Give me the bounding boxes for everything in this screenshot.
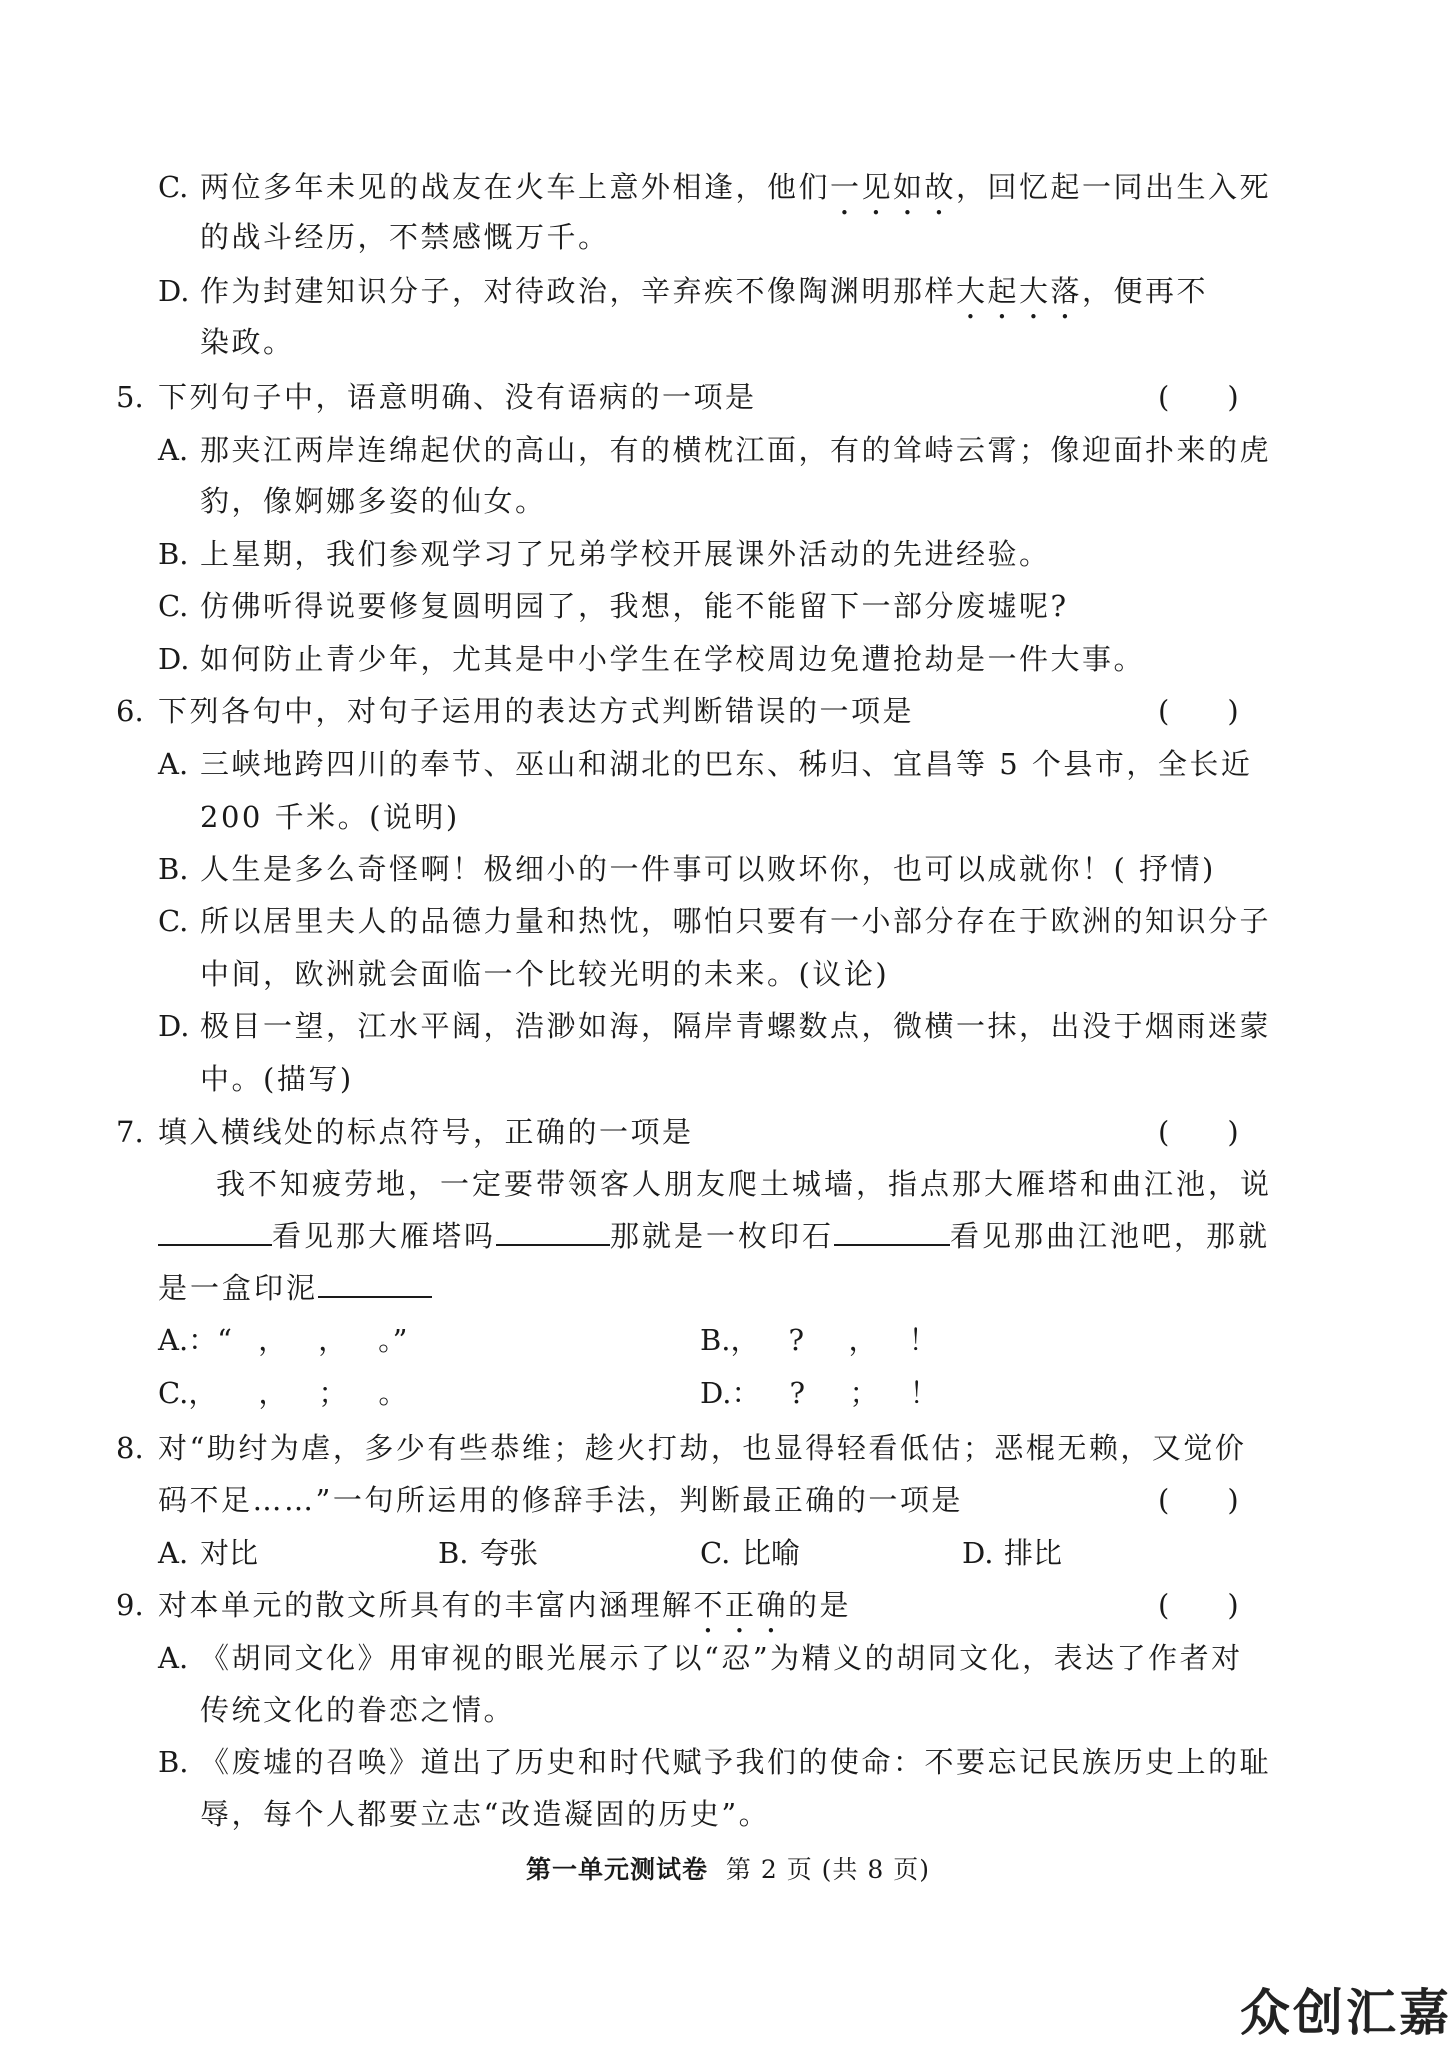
passage-text: 看见那曲江池吧，那就 — [950, 1219, 1271, 1253]
option-label: A. — [158, 1641, 189, 1675]
option-label: D. — [158, 642, 190, 676]
q6-option-c-line2: 中间，欧洲就会面临一个比较光明的未来。(议论) — [200, 957, 890, 991]
q8-option-b — [438, 1533, 538, 1573]
q4-option-d-line2: 染政。 — [200, 325, 295, 359]
page-number: 第 2 页 (共 8 页) — [725, 1855, 930, 1884]
q4-option-d — [158, 271, 1208, 311]
question-text: 下列各句中，对句子运用的表达方式判断错误的一项是 — [158, 694, 915, 728]
option-text: 人生是多么奇怪啊！极细小的一件事可以败坏你，也可以成就你！( 抒情) — [200, 852, 1216, 886]
punct-mark: ， — [318, 1323, 348, 1357]
option-text: 所以居里夫人的品德力量和热忱，哪怕只要有一小部分存在于欧洲的知识分子 — [200, 904, 1272, 938]
q8-option-c — [700, 1533, 800, 1573]
watermark-logo: 众创汇嘉 — [1240, 1984, 1452, 2042]
q9-option-b-line2: 辱，每个人都要立志“改造凝固的历史”。 — [200, 1797, 771, 1831]
question-text: 对本单元的散文所具有的丰富内涵理解 — [158, 1588, 694, 1622]
emphasized-text: 不正确 — [693, 1588, 789, 1622]
q8-stem-line2: 码不足……”一句所运用的修辞手法，判断最正确的一项是 — [158, 1483, 963, 1517]
q5-answer-bracket[interactable]: ( ) — [1158, 380, 1239, 414]
q6-option-c — [158, 901, 1271, 941]
q7-option-c — [158, 1373, 438, 1413]
option-label: D. — [962, 1536, 994, 1570]
q8-option-a — [158, 1533, 258, 1573]
punct-mark: ， — [848, 1323, 878, 1357]
question-number: 5. — [116, 380, 144, 414]
punct-mark: ， — [188, 1376, 218, 1410]
option-label: B. — [158, 537, 189, 571]
option-label: B. — [700, 1323, 731, 1357]
q7-option-d — [700, 1373, 969, 1413]
option-label: A. — [158, 1323, 189, 1357]
option-label: D. — [158, 274, 190, 308]
option-text: 两位多年未见的战友在火车上意外相逢，他们 — [200, 170, 831, 204]
footer-title: 第一单元测试卷 — [526, 1855, 709, 1884]
passage-text: 那就是一枚印石 — [610, 1219, 835, 1253]
q7-option-a — [158, 1320, 438, 1360]
option-label: D. — [700, 1376, 732, 1410]
option-label: C. — [158, 1376, 189, 1410]
blank-1[interactable] — [158, 1216, 272, 1246]
blank-3[interactable] — [834, 1216, 950, 1246]
q7-passage-line3 — [158, 1268, 432, 1308]
option-label: B. — [158, 852, 189, 886]
option-text: 那夹江两岸连绵起伏的高山，有的横枕江面，有的耸峙云霄；像迎面扑来的虎 — [200, 433, 1272, 467]
option-text: 极目一望，江水平阔，浩渺如海，隔岸青螺数点，微横一抹，出没于烟雨迷蒙 — [200, 1009, 1272, 1043]
q8-stem — [116, 1428, 1246, 1468]
q4-option-c-line2: 的战斗经历，不禁感慨万千。 — [200, 220, 610, 254]
q6-option-d-line2: 中。(描写) — [200, 1062, 354, 1096]
option-text: 作为封建知识分子，对待政治，辛弃疾不像陶渊明那样 — [200, 274, 957, 308]
option-label: B. — [158, 1745, 189, 1779]
option-text: 排比 — [1004, 1536, 1063, 1570]
punct-mark: ：“ — [188, 1323, 232, 1357]
q5-option-c — [158, 586, 1069, 626]
q5-option-a-line2: 豹，像婀娜多姿的仙女。 — [200, 484, 547, 518]
option-label: A. — [158, 1536, 189, 1570]
punct-mark: ； — [318, 1376, 348, 1410]
passage-text: 是一盒印泥 — [158, 1271, 319, 1305]
option-text: 《胡同文化》用审视的眼光展示了以“忍”为精义的胡同文化，表达了作者对 — [200, 1641, 1243, 1675]
blank-4[interactable] — [318, 1268, 432, 1298]
option-label: D. — [158, 1009, 190, 1043]
option-text: 上星期，我们参观学习了兄弟学校开展课外活动的先进经验。 — [200, 537, 1051, 571]
option-text: 夸张 — [480, 1536, 539, 1570]
punct-mark: ? — [789, 1376, 805, 1410]
question-text: 下列句子中，语意明确、没有语病的一项是 — [158, 380, 757, 414]
punct-mark: ， — [730, 1323, 760, 1357]
question-number: 8. — [116, 1431, 144, 1465]
q6-option-a-line2: 200 千米。(说明) — [200, 800, 460, 834]
q6-answer-bracket[interactable]: ( ) — [1158, 694, 1239, 728]
q9-option-b — [158, 1742, 1271, 1782]
q6-option-d — [158, 1006, 1271, 1046]
option-label: B. — [438, 1536, 469, 1570]
punct-mark: ！ — [908, 1323, 938, 1357]
q8-option-d — [962, 1533, 1062, 1573]
q9-option-a-line2: 传统文化的眷恋之情。 — [200, 1693, 516, 1727]
option-text: 《废墟的召唤》道出了历史和时代赋予我们的使命：不要忘记民族历史上的耻 — [200, 1745, 1272, 1779]
q7-stem — [116, 1112, 694, 1152]
q7-passage-line1: 我不知疲劳地，一定要带领客人朋友爬土城墙，指点那大雁塔和曲江池，说 — [216, 1167, 1273, 1201]
q9-option-a — [158, 1638, 1243, 1678]
q5-option-a — [158, 430, 1271, 470]
q5-option-d — [158, 639, 1145, 679]
q9-answer-bracket[interactable]: ( ) — [1158, 1588, 1239, 1622]
q7-option-b — [700, 1320, 969, 1360]
q9-stem — [116, 1585, 851, 1625]
option-label: A. — [158, 747, 189, 781]
q7-passage-line2 — [158, 1216, 1270, 1256]
option-text: ，便再不 — [1082, 274, 1209, 308]
punct-mark: ， — [258, 1323, 288, 1357]
q5-option-b — [158, 534, 1051, 574]
punct-mark: ? — [788, 1323, 805, 1357]
option-label: A. — [158, 433, 189, 467]
option-text: 如何防止青少年，尤其是中小学生在学校周边免遭抢劫是一件大事。 — [200, 642, 1146, 676]
punct-mark: ！ — [909, 1376, 939, 1410]
option-label: C. — [700, 1536, 731, 1570]
q6-option-a — [158, 744, 1252, 784]
option-label: C. — [158, 904, 189, 938]
question-number: 9. — [116, 1588, 144, 1622]
option-label: C. — [158, 170, 189, 204]
question-text: 的是 — [788, 1588, 852, 1622]
punct-mark: ； — [849, 1376, 879, 1410]
punct-mark: 。 — [378, 1376, 408, 1410]
option-text: 比喻 — [742, 1536, 801, 1570]
q6-option-b — [158, 849, 1216, 889]
option-text: 对比 — [200, 1536, 259, 1570]
q8-answer-bracket[interactable]: ( ) — [1158, 1483, 1239, 1517]
option-label: C. — [158, 589, 189, 623]
q5-stem — [116, 377, 757, 417]
punct-mark: ： — [731, 1376, 761, 1410]
q7-answer-bracket[interactable]: ( ) — [1158, 1115, 1239, 1149]
punct-mark: 。” — [378, 1323, 408, 1357]
page-footer — [0, 1850, 1456, 1886]
option-text: 仿佛听得说要修复圆明园了，我想，能不能留下一部分废墟呢? — [200, 589, 1069, 623]
emphasized-text: 一见如故 — [830, 170, 957, 204]
q6-stem — [116, 691, 914, 731]
question-text: 填入横线处的标点符号，正确的一项是 — [158, 1115, 694, 1149]
question-text: 对“助纣为虐，多少有些恭维；趁火打劫，也显得轻看低估；恶棍无赖，又觉价 — [158, 1431, 1247, 1465]
question-number: 7. — [116, 1115, 144, 1149]
passage-text: 看见那大雁塔吗 — [272, 1219, 497, 1253]
punct-mark: ， — [258, 1376, 288, 1410]
question-number: 6. — [116, 694, 144, 728]
emphasized-text: 大起大落 — [956, 274, 1083, 308]
option-text: ，回忆起一同出生入死 — [956, 170, 1272, 204]
option-text: 三峡地跨四川的奉节、巫山和湖北的巴东、秭归、宜昌等 5 个县市，全长近 — [200, 747, 1253, 781]
blank-2[interactable] — [496, 1216, 610, 1246]
q4-option-c — [158, 167, 1271, 207]
